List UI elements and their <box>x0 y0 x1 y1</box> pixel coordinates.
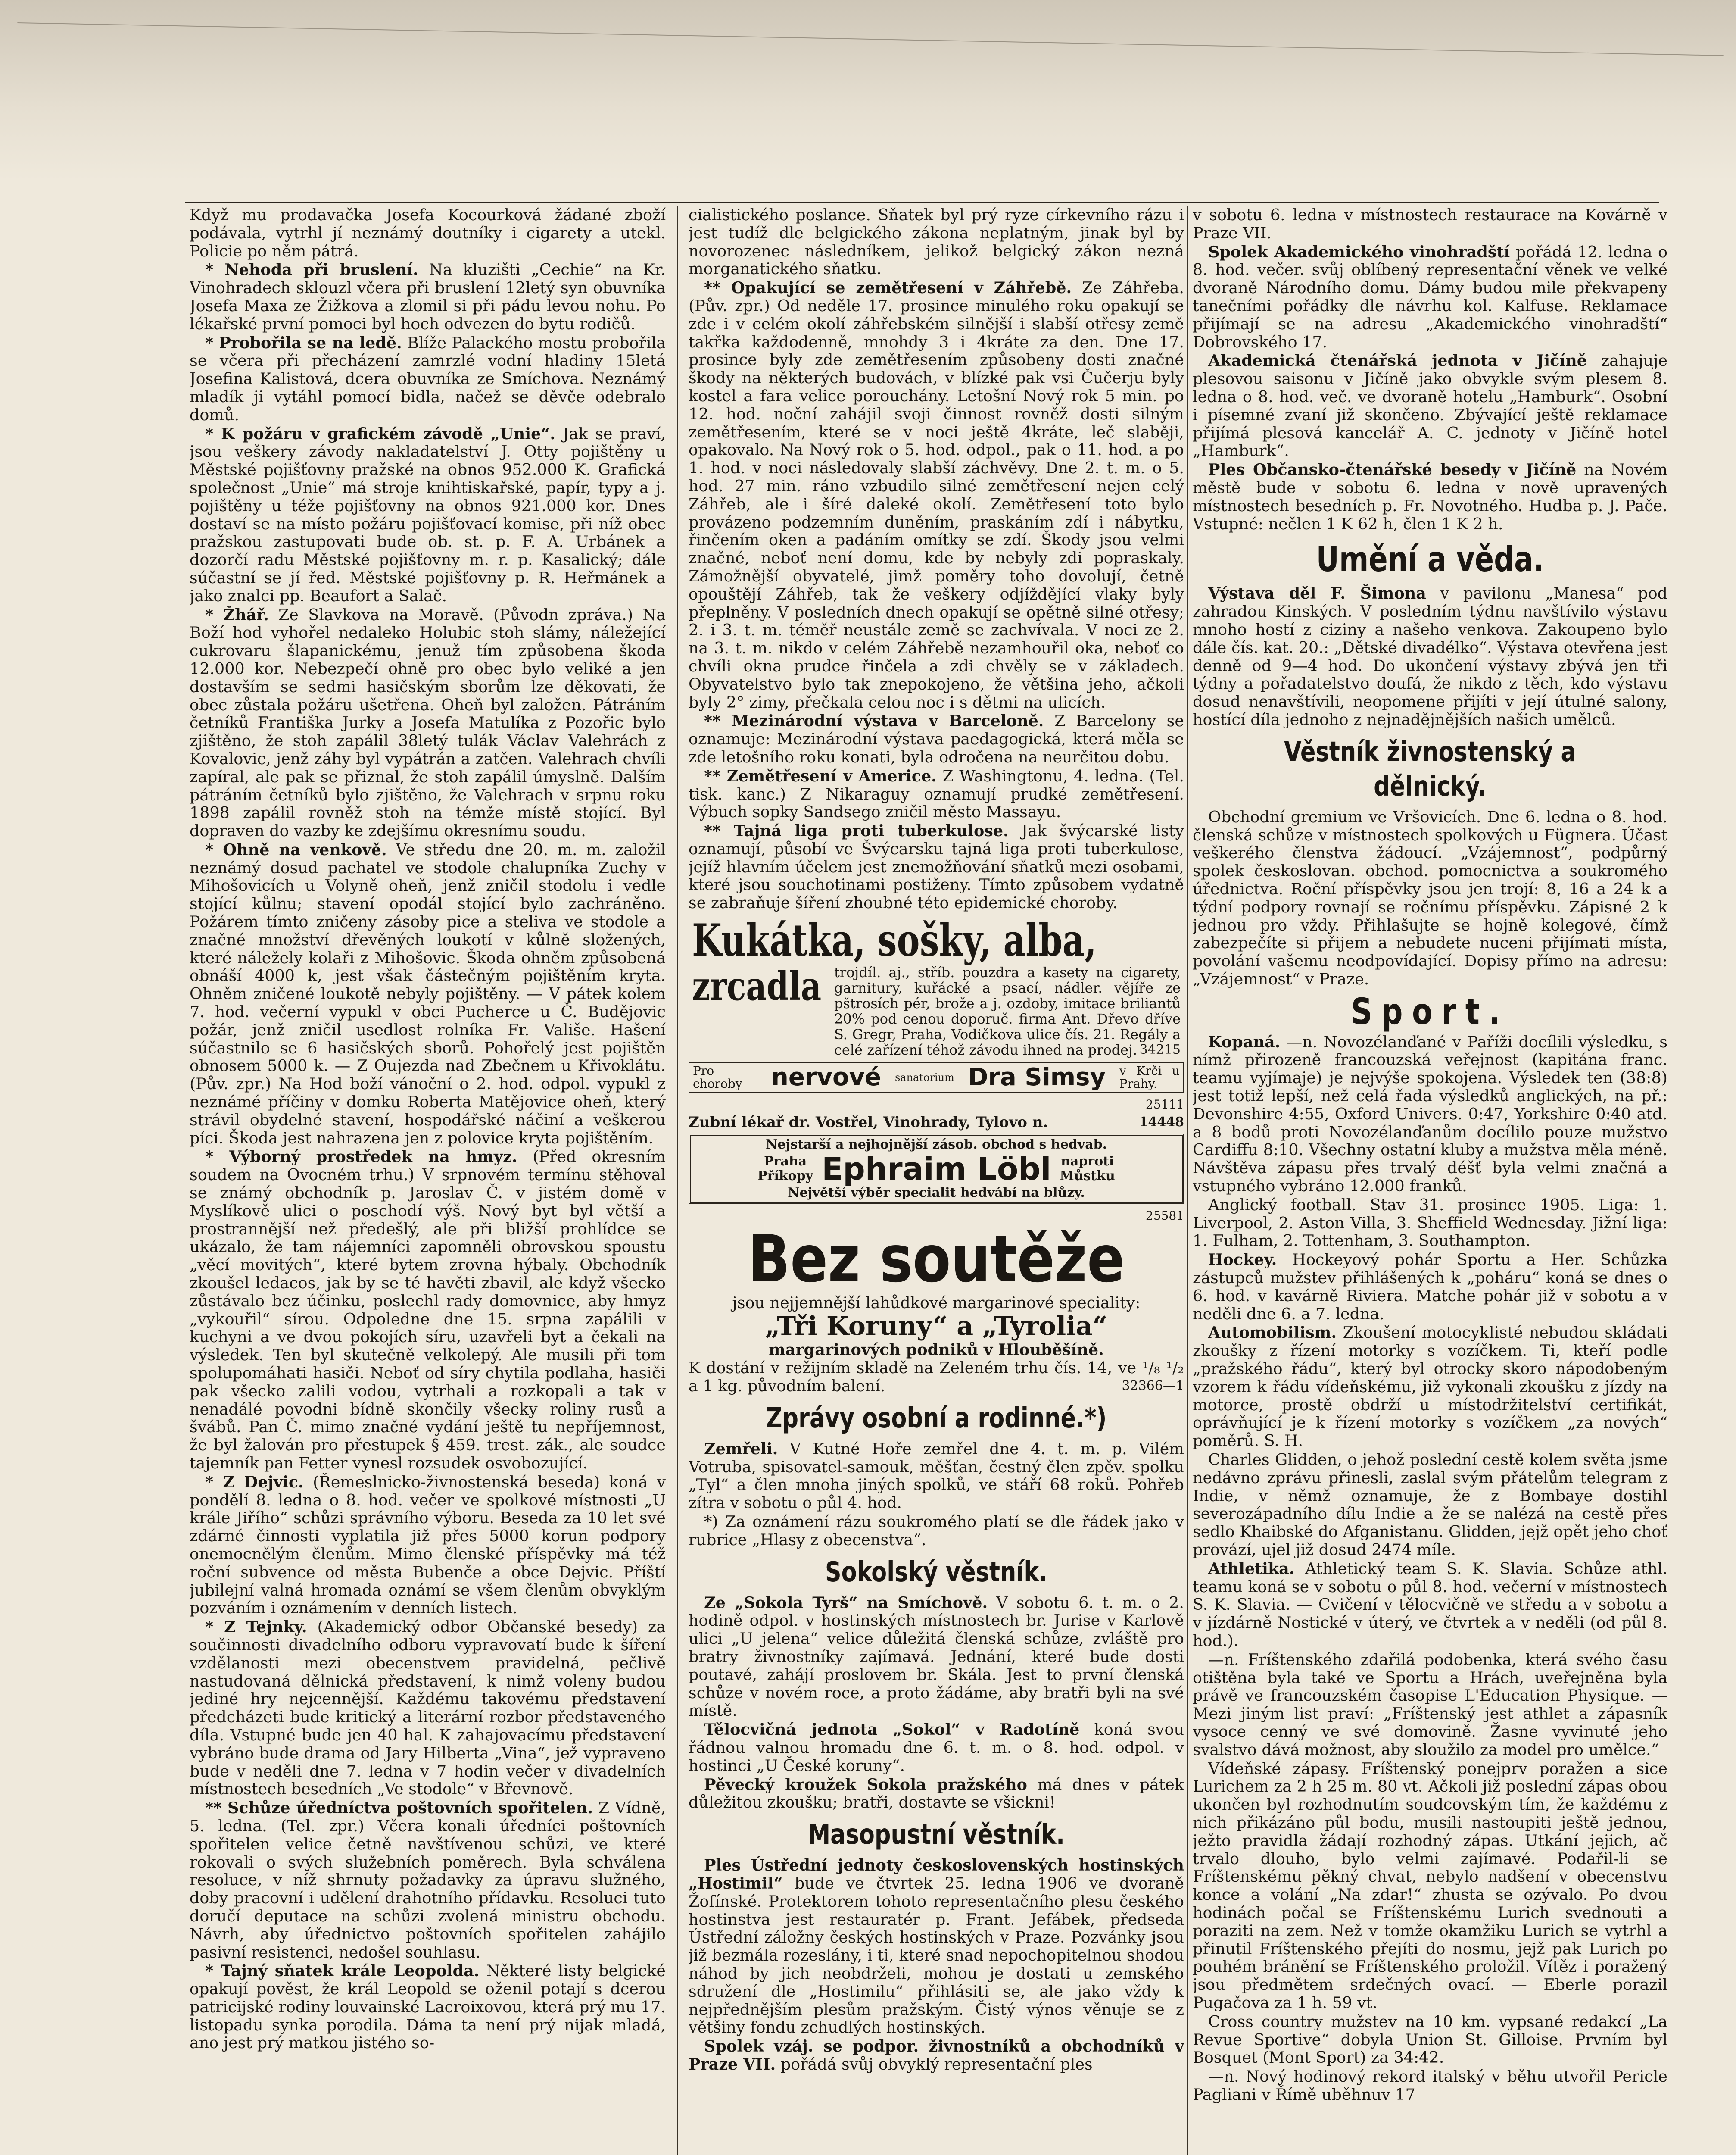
section-sport: Sport. <box>1351 990 1509 1033</box>
article-text: V Kutné Hoře zemřel dne 4. t. m. p. Vilém Votruba, spisovatel-samouk, měšťan, čestný člen zpěv. spolku „Tyl“ a člen mnoha jiných spolků, ve stáří 68 roků. Pohřeb zítra v sobotu o půl 4. hod. <box>689 1439 1184 1512</box>
article-heading: Ples Ústřední jednoty československých hostinských „Hostimil“ <box>689 1856 1184 1893</box>
ad-lobl <box>689 1134 1184 1204</box>
ad-vostrel: Zubní lékař dr. Vostřel, Vinohrady, Tylovo n. 14448 <box>689 1113 1184 1131</box>
col2-articles <box>689 206 1184 912</box>
column-2 <box>689 206 1184 2155</box>
article-text: —n. Novozélanďané v Paříži docílili výsledku, s nímž přirozeně francouzská veřejnost (kapitána franc. teamu vyjímaje) je nejvýše spokojena. Výsledek ten (38:8) jest totiž lepší, než celá řada výsledků anglických, na př.: Devonshire 4:55, Oxford Univers. 0:47, Yorkshire 0:40 atd. a 8 bodů proti Novozélanďanům docílilo pouze mužstvo Cardiffu 8:10. Všechny ostatní kluby a mužstva měla méně. Návštěva zápasu přes trvalý déšť byla velmi značná a vstupného vybráno 12.000 franků. <box>1193 1032 1667 1196</box>
article-heading: * Žhář. <box>205 605 269 624</box>
article-heading: Ples Občansko-čtenářské besedy v Jičíně <box>1208 460 1577 479</box>
ad-sims <box>689 1062 1184 1093</box>
article-text: Když mu prodavačka Josefa Kocourková žádané zboží podávala, vytrhl jí neznámý doutníky i cigarety a utekl. Policie po něm pátrá. <box>190 206 666 260</box>
article-heading: ** Tajná liga proti tuberkulose. <box>704 821 1009 840</box>
ad-bez-line2: margarinových podniků v Hlouběšíně. <box>769 1340 1104 1359</box>
article-heading: Tělocvičná jednota „Sokol“ v Radotíně <box>704 1720 1080 1739</box>
ad-number: 34215 <box>1139 1042 1181 1058</box>
ad-kukatka <box>689 915 1184 1059</box>
col3d-articles <box>1193 1033 1667 2104</box>
article-paragraph <box>190 1618 666 1798</box>
article-paragraph <box>689 2037 1184 2074</box>
article-text: Anglický football. Stav 31. prosince 1905. Liga: 1. Liverpool, 2. Aston Villa, 3. Sheffield Wednesday. Jižní liga: 1. Fulham, 2. Tottenham, 3. Southampton. <box>1193 1195 1667 1250</box>
article-text: v sobotu 6. ledna v místnostech restaurace na Kovárně v Praze VII. <box>1193 206 1667 242</box>
article-text: Zkoušení motocyklisté nebudou skládati zkoušky z řízení motorky s vozíčkem. Ti, kteří podle „pražského řádu“, který byl otrocky skoro nápodobeným vzorem k řádu vídeňskému, již vykonali zkoušku z jízdy na motorce, prostě obdrží u místodržitelství certifikát, oprávňující je k řízení motorky s vozíčkem „za nových“ poměrů. S. H. <box>1193 1323 1667 1450</box>
article-paragraph <box>689 712 1184 766</box>
article-heading: Zemřeli. <box>704 1439 778 1458</box>
article-paragraph <box>1193 808 1667 988</box>
ad-lobl-l2: Příkopy <box>757 1168 813 1184</box>
col2c-articles <box>689 1594 1184 1812</box>
article-text: zahajuje plesovou saisonu v Jičíně jako obvykle svým plesem 8. ledna o 8. hod. več. ve dvoraně hotelu „Hamburk“. Osobní i písemné zvaní již skončeno. Zbývající ještě reklamace přijímá plesová kancelář A. C. jednoty v Jičíně hotel „Hamburk“. <box>1193 351 1667 460</box>
column-separator <box>1187 206 1188 2155</box>
ad-kukatka-headline: Kukátka, sošky, alba, <box>692 915 1097 967</box>
article-heading: * K požáru v grafickém závodě „Unie“. <box>205 424 556 443</box>
article-paragraph <box>689 767 1184 821</box>
article-paragraph <box>1193 1196 1667 1250</box>
article-paragraph <box>190 1962 666 2052</box>
column-3 <box>1193 206 1667 2155</box>
article-text: (Před okresním soudem na Ovocném trhu.) V srpnovém termínu stěhoval se známý obchodník p. Jaroslav Č. v jistém domě v Myslíkově ulici o poschodí výš. Nový byt byl větší a prostrannější než předešlý, ale při bližší prohlídce se ukázalo, že tam nájemníci zapomněli obrovskou spoustu „věcí movitých“, které bytem zrovna hýbaly. Obchodník zkoušel ledacos, jak by se té havěti zbavil, ale když všecko zůstávalo bez účinku, poslechl rady domovnice, aby hmyz „vykouřil“ sírou. Odpoledne dne 15. srpna zapálili v kuchyni a ve dvou pokojích síru, uzavřeli byt a čekali na výsledek. Ten byl skutečně velkolepý. Ale musili při tom spolupomáhati hasiči. Neboť od síry chytila podlaha, hasiči pak všecko zalili vodou, vytrhali a rozkopali a tak v nenadálé povodni bídně skončily všecky roliny rusů a švábů. Pan Č. mimo značné vydání ještě tu nepříjemnost, že byl žalován pro přestupek § 459. trest. zák., ale soudce tajemník pan Fetter vynesl rozsudek osvobozující. <box>190 1147 666 1472</box>
article-heading: * Ohně na venkově. <box>205 840 387 859</box>
ad-sims-number: 25111 <box>1145 1097 1184 1112</box>
article-heading: Kopaná. <box>1208 1032 1281 1051</box>
article-paragraph <box>1193 1451 1667 1559</box>
article-paragraph <box>190 1473 666 1617</box>
article-text: Z Barcelony se oznamuje: Mezinárodní výstava paedagogická, která měla se zde letošního roku konati, byla odročena na neurčitou dobu. <box>689 712 1184 766</box>
col2d-articles <box>689 1856 1184 2074</box>
ad-bez-sub: „Tři Koruny“ a „Tyrolia“ <box>765 1311 1108 1342</box>
article-text: (Řemeslnicko-živnostenská beseda) koná v pondělí 8. ledna o 8. hod. večer ve spolkové místnosti „U krále Jiřího“ schůzi správního výboru. Beseda za 10 let své zdárné činnosti vyplatila již přes 5000 korun podpory onemocnělým členům. Mimo členské příspěvky má též roční subvence od města Bubenče a obce Dejvic. Příští jubilejní valná hromada oznámí se všem členům obvyklým pozváním i oznámením v denních listech. <box>190 1472 666 1618</box>
ad-lobl-right <box>1060 1154 1115 1184</box>
ad-kukatka-text: trojdíl. aj., stříb. pouzdra a kasety na cigarety, garnitury, kuřácké a psací, nádler. vějíře ze pštrosích pér, brože a j. ozdoby, imitace briliantů 20% pod cenou doporuč. firma Ant. Dřevo dříve S. Gregr, Praha, Vodičkova ulice čís. 21. Regály a celé zařízení téhož závodu ihned na prodej. 34215 <box>834 964 1181 1059</box>
article-paragraph <box>1193 584 1667 728</box>
article-heading: * Probořila se na ledě. <box>205 333 402 352</box>
article-paragraph <box>689 1856 1184 2036</box>
article-paragraph <box>1193 2013 1667 2067</box>
article-text: Jak se praví, jsou veškery závody nakladatelství J. Otty pojištěny u Městské pojišťovny pražské na obnos 952.000 K. Grafická společnost „Unie“ má stroje knihtiskařské, papír, typy a j. pojištěny u téže pojišťovny na obnos 921.000 kor. Dnes dostaví se na místo požáru pojišťovací komise, při níž obec pražskou zastupovati bude ob. st. p. F. A. Urbánek a dozorčí radu Městské pojišťovny m. r. p. Kasalický; dále súčastní se jí řed. Městské pojišťovny p. R. Heřmánek a jako znalci pp. Beaufort a Salač. <box>190 424 666 605</box>
article-heading: ** Zemětřesení v Americe. <box>704 766 937 785</box>
article-text: na Novém městě bude v sobotu 6. ledna v nově upravených místnostech besedních p. Fr. Novotného. Hudba p. J. Pače. Vstupné: nečlen 1 K 62 h, člen 1 K 2 h. <box>1193 460 1667 533</box>
article-text: —n. Nový hodinový rekord italský v běhu utvořil Pericle Pagliani v Římě uběhnuv 17 <box>1193 2067 1667 2104</box>
column-separator <box>677 206 678 2155</box>
article-heading: * Tajný sňatek krále Leopolda. <box>205 1961 480 1980</box>
ad-sims-name: Dra Simsy <box>968 1063 1106 1092</box>
article-heading: Akademická čtenářská jednota v Jičíně <box>1208 351 1587 370</box>
article-paragraph <box>689 1721 1184 1774</box>
col3a-articles <box>1193 206 1667 533</box>
article-text: má dnes v pátek důležitou zkoušku; bratři, dostavte se všickni! <box>689 1775 1184 1812</box>
article-text: koná svou řádnou valnou hromadu dne 6. t. m. o 8. hod. odpol. v hostinci „U České koruny“. <box>689 1720 1184 1775</box>
section-sokol: Sokolský věstník. <box>825 1556 1048 1588</box>
ad-lobl-l1: Praha <box>764 1153 807 1169</box>
ad-bez-head: Bez soutěže <box>748 1221 1125 1297</box>
article-text: Hockeyový pohár Sportu a Her. Schůzka zástupců mužstev přihlášených k „poháru“ koná se dnes o 6. hod. v kavárně Riviera. Matche pohár již v sobotu a v neděli dne 6. a 7. ledna. <box>1193 1250 1667 1323</box>
article-paragraph <box>1193 243 1667 351</box>
article-text: V sobotu 6. t. m. o 2. hodině odpol. v hostinských místnostech br. Jurise v Karlově ulici „U jelena“ velice důležitá členská schůze, zvláště pro bratry živnostníky zajímavá. Jednání, které bude dosti poutavé, zahájí proslovem br. Skála. Jest to první členská schůze v novém roce, a proto žádáme, aby bratři byli na své místě. <box>689 1593 1184 1720</box>
ad-lobl-r1: naproti <box>1061 1153 1114 1169</box>
article-text: cialistického poslance. Sňatek byl prý ryze církevního rázu i jest tudíž dle belgického zákona neplatným, jinak byl by novorozenec následníkem, jelikož belgický zákon nezná morganatického sňatku. <box>689 206 1184 278</box>
article-paragraph <box>190 261 666 333</box>
article-paragraph <box>689 279 1184 711</box>
article-text: Charles Glidden, o jehož poslední cestě kolem světa jsme nedávno zprávu přinesli, zaslal svým přátelům telegram z Indie, v němž oznamuje, že z Bombaye dostihl severozápadního dílu Indie a že se nalézá na cestě přes sedlo Khaibské do Afganistanu. Glidden, jejž opět jeho choť provází, ujel již dosud 2474 míle. <box>1193 1450 1667 1559</box>
article-paragraph <box>190 206 666 260</box>
article-heading: ** Mezinárodní výstava v Barceloně. <box>704 712 1044 731</box>
article-paragraph <box>190 425 666 605</box>
article-paragraph <box>190 841 666 1147</box>
article-text: Jak švýcarské listy oznamují, působí ve Švýcarsku tajná liga proti tuberkulose, jejíž hlavním účelem jest znemožňování sňatků mezi osobami, které jsou souchotinami postiženy. Tímto způsobem vydatně se zabraňuje šíření zhoubné této epidemické choroby. <box>689 821 1184 912</box>
article-text: Obchodní gremium ve Vršovicích. Dne 6. ledna o 8. hod. členská schůze v místnostech spolkových u Fügnera. Účast veškerého členstva žádoucí. „Vzájemnost“, podpůrný spolek českoslovan. obchod. pomocnictva a soukromého úřednictva. Roční příspěvky jsou jen trojí: 8, 16 a 24 k a týdní podpory rovnají se ročnímu příspěvku. Zápisné 2 k jednou pro vždy. Přihlašujte se hojně kolegové, čímž zabezpečíte si přijem a nebudete nuceni přijímati místa, povolání vašemu neodpovídající. Dopisy přímo na adresu: „Vzájemnost“ v Praze. <box>1193 807 1667 988</box>
article-paragraph <box>1193 1760 1667 2012</box>
article-text: Vídeňské zápasy. Fríštenský ponejprv poražen a sice Lurichem za 2 h 25 m. 80 vt. Ačkoli již poslední zápas obou ukončen byl rozhodnutím soudcovským tím, že každému z nich přikázáno půl bodu, musili nastoupiti ještě jednou, ježto pravidla žádají rozhodný zápas. Utkání jejich, ač trvalo dlouho, bylo velmi zajímavé. Podařil-li se Fríštenskému pěkný chvat, nebylo nadšení v obecenstvu konce a volání „Na zdar!“ zhusta se ozývalo. Po dvou hodinách počal se Fríštenskému Lurich svednouti a poraziti na zem. Než v tomže okamžiku Lurich se vytrhl a přinutil Fríštenského přejíti do nosmu, jejž pak Lurich po pouhém bránění se Fríštenského proložil. Vítěz i poražený jsou předmětem srdečných ovací. — Eberle porazil Pugačova za 1 h. 59 vt. <box>1193 1759 1667 2012</box>
article-text: Athletický team S. K. Slavia. Schůze athl. teamu koná se v sobotu o půl 8. hod. večerní v místnostech S. K. Slavia. — Cvičení v tělocvičně ve středu a v sobotu a v jízdárně Nostické v úterý, ve čtvrtek a v neděli (od půl 8. hod.). <box>1193 1559 1667 1650</box>
article-paragraph <box>1193 352 1667 460</box>
col1-articles <box>190 206 666 2052</box>
col3b-articles <box>1193 584 1667 728</box>
article-paragraph <box>689 822 1184 912</box>
ad-bez-soutezi <box>689 1221 1184 1396</box>
article-text: Cross country mužstev na 10 km. vypsané redakcí „La Revue Sportive“ dobyla Union St. Gilloise. Prvním byl Bosquet (Mont Sport) za 34:42. <box>1193 2012 1667 2067</box>
ad-lobl-number: 25581 <box>1145 1208 1184 1223</box>
article-paragraph <box>689 1776 1184 1812</box>
article-paragraph <box>1193 206 1667 242</box>
article-heading: Spolek Akademického vinohradští <box>1208 242 1510 261</box>
section-umeni: Umění a věda. <box>1316 539 1544 580</box>
article-paragraph <box>689 1594 1184 1720</box>
article-heading: Spolek vzáj. se podpor. živnostníků a obchodníků v Praze VII. <box>689 2037 1184 2074</box>
ad-bez-line3: K dostání v režijním skladě na Zeleném trhu čís. 14, ve ¹/₈ ¹/₂ a 1 kg. původním balení. 32366—1 <box>689 1359 1184 1396</box>
article-heading: Výstava děl F. Šimona <box>1208 584 1426 603</box>
article-paragraph <box>1193 2068 1667 2104</box>
top-rule <box>185 202 1659 203</box>
ad-number: 14448 <box>1139 1114 1184 1130</box>
article-text: Z Washingtonu, 4. ledna. (Tel. tisk. kanc.) Z Nikaraguy oznamují prudké zemětřesení. Výbuch sopky Sandsego zničil město Massayu. <box>689 766 1184 821</box>
article-paragraph <box>1193 1324 1667 1450</box>
ad-lobl-left <box>757 1154 813 1184</box>
article-heading: * Z Dejvic. <box>205 1472 304 1491</box>
ad-bez-line1: jsou nejjemnější lahůdkové margarinové speciality: <box>732 1293 1141 1312</box>
article-paragraph <box>1193 1651 1667 1759</box>
article-text: v pavilonu „Manesa“ pod zahradou Kinských. V posledním týdnu navštívilo výstavu mnoho hostí z ciziny a našeho venkova. Zakoupeno bylo dále čís. kat. 20.: „Dětské divadélko“. Výstava otevřena jest denně od 9—4 hod. Do ukončení výstavy zbývá jen tři týdny a pořadatelstvo doufá, že nikdo z těch, kdo výstavu dosud nenavštívili, neopomene přijíti v její útulné salony, hostící díla jednoho z nejnadějnějších našich umělců. <box>1193 584 1667 729</box>
article-text: pořádá 12. ledna o 8. hod. večer. svůj oblíbený representační věnek ve velké dvoraně Národního domu. Dámy budou mile překvapeny tanečními pořádky dle návrhu kol. Kalfuse. Reklamace přijímají se na adresu „Akademického vinohradští“ Dobrovského 17. <box>1193 242 1667 351</box>
section-vestnik: Věstník živnostenský a dělnický. <box>1284 736 1576 803</box>
article-paragraph <box>190 334 666 424</box>
article-paragraph <box>1193 461 1667 533</box>
article-paragraph <box>1193 1251 1667 1323</box>
article-text: *) Za oznámení rázu soukromého platí se dle řádek jako v rubrice „Hlasy z obecenstva“. <box>689 1512 1184 1549</box>
ad-lobl-bottom: Největší výběr specialit hedvábí na blůzy. <box>788 1185 1085 1200</box>
article-paragraph <box>190 1799 666 1961</box>
article-text: Ze Záhřeba. (Pův. zpr.) Od neděle 17. prosince minulého roku opakují se zde i v celém okolí záhřebském silnější i slabší otřesy země takřka každodenně, mnohdy 3 i 4kráte za den. Dne 17. prosince byly zde zemětřesením způsobeny dosti značné škody na některých budovách, v blízké pak vsi Čučerju byly kostel a fara velice porouchány. Letošní Nový rok 5 min. po 12. hod. noční zahájil svoji činnost rovněž dosti silným zemětřesením, které se v noci ještě 4kráte, leč slaběji, opakovalo. Na Nový rok o 5. hod. odpol., pak o 11. hod. a po 1. hod. v noci následovaly slabší záchvěvy. Dne 2. t. m. o 5. hod. 27 min. ráno vzbudilo silné zemětřesení nejen celý Záhřeb, ale i šíré daleké okolí. Zemětřesení toto bylo provázeno podzemním duněním, praskáním zdí i nábytku, řinčením oken a padáním omítky se zdí. Škody jsou velmi značné, neboť není domu, kde by nebyly zdi popraskaly. Zámožnější obyvatelé, jimž poměry toho dovolují, četně opouštějí Záhřeb, tak že veškery odjíždějící vlaky byly přeplněny. V posledních dnech opakují se opětně silné otřesy; 2. i 3. t. m. téměř neustále země se zachvívala. V noci ze 2. na 3. t. m. nikdo v celém Záhřebě nezamhouřil oka, neboť co chvíli okna prudce řinčela a zdi chvěly se v základech. Obyvatelstvo bylo tak znepokojeno, že většina jeho, ačkoli byly 2° zimy, přečkala celou noc i s dětmi na ulicích. <box>689 278 1184 712</box>
article-heading: Athletika. <box>1208 1559 1295 1578</box>
article-text: —n. Fríštenského zdařilá podobenka, která svého času otištěna byla také ve Sportu a Hrách, uveřejněna byla právě ve francouzském časopise L'Education Physique. — Mezi jiným list praví: „Fríštenský jest athlet a zápasník vysoce cenný ve své domovině. Žasne vyvinuté jeho svalstvo dává možnost, aby sloužilo za model pro umělce.“ <box>1193 1650 1667 1759</box>
ad-sims-mid: nervové <box>771 1063 881 1092</box>
article-paragraph <box>689 206 1184 278</box>
article-heading: Ze „Sokola Tyrš“ na Smíchově. <box>704 1593 988 1612</box>
column-1 <box>190 206 666 2155</box>
article-heading: ** Schůze úředníctva poštovních spořitelen. <box>205 1799 593 1818</box>
article-heading: * Výborný prostředek na hmyz. <box>205 1147 517 1166</box>
article-text: bude ve čtvrtek 25. ledna 1906 ve dvoraně Žofínské. Protektorem tohoto representačního plesu českého hostinstva jest restauratér p. Frant. Jefábek, předseda Ústřední záložny českých hostinských v Praze. Pozvánky jsou již bezmála rozeslány, i ti, které snad nepochopitelnou shodou náhod by jich neobdrželi, mohou je dostati u zemského sdružení dle „Hostimilu“ přihlásiti se, ale jako vždy k nejpřednějším plesům pražským. Čistý výnos věnuje se z většiny fondu zchudlých hostinských. <box>689 1874 1184 2037</box>
article-text: Z Vídně, 5. ledna. (Tel. zpr.) Včera konali úředníci poštovních spořitelen velice četně navštívenou schůzi, ve které rokovali o svých služebních poměrech. Byla schválena resoluce, v níž shrnuty požadavky za úpravu služného, doby pracovní i udělení drahotního přídavku. Resoluci tuto doručí deputace na schůzi zvolená ministru obchodu. Návrh, aby úřednictvo poštovních spořitelen zahájilo pasivní resistenci, nedošel souhlasu. <box>190 1799 666 1961</box>
article-paragraph <box>190 1148 666 1472</box>
article-text: pořádá svůj obvyklý representační ples <box>776 2055 1093 2074</box>
ad-sims-left: Pro choroby <box>693 1064 742 1091</box>
article-heading: Hockey. <box>1208 1250 1277 1269</box>
article-text: Ve středu dne 20. m. m. založil neznámý dosud pachatel ve stodole chalupníka Zuchy v Mihošovicích u Volyně oheň, jenž zničil stodolu i vedle stojící kůlnu; stavení opodál stojící bylo zachráněno. Požárem tímto zničeny zásoby pice a steliva ve stodole a značné množství dřevěných loukotí v kůlně složených, které náležely kolaři z Mihošovic. Škoda ohněm způsobená obnáší 4000 k, jest však částečným pojištěním kryta. Ohněm zničené loukotě nebyly pojištěny. — V pátek kolem 7. hod. večerní vypukl v obci Pucherce u Č. Budějovic požár, jenž zničil usedlost rolníka Fr. Vališe. Hašení súčastnilo se 6 hasičských sborů. Pohořelý jest pojištěn obnosem 5000 k. — Z Oujezda nad Zbečnem u Křivoklátu. (Pův. zpr.) Na Hod boží vánoční o 2. hod. odpol. vypukl z neznámé příčiny v domku Roberta Matějovice oheň, který strávil obydelné stavení, hospodářské náčiní a veškerou píci. Škoda jest nahrazena jen z polovice kryta pojištěním. <box>190 840 666 1147</box>
article-heading: ** Opakující se zemětřesení v Záhřebě. <box>704 278 1072 297</box>
ad-lobl-top: Nejstarší a nejhojnější zásob. obchod s hedvab. <box>765 1137 1107 1152</box>
ad-sims-sanat: sanatorium <box>894 1071 954 1084</box>
col3c-articles <box>1193 808 1667 988</box>
ad-kukatka-word: zrcadla <box>692 963 822 1010</box>
article-heading: * Nehoda při bruslení. <box>205 260 418 279</box>
article-text: (Akademický odbor Občanské besedy) za součinnosti divadelního odboru vypravovatí bude k šíření vzdělanosti mezi obecenstvem pravidelná, pečlivě nastudovaná dělnická představení, k nimž voleny budou jediné hry nejcennější. Každému takovému představení předcházeti bude kritický a literární rozbor představeného díla. Vstupné bude jen 40 hal. K zahajovacímu představení vybráno bude drama od Jary Hilberta „Vina“, jež vypraveno bude v neděli dne 7. ledna v 7 hodin večer v divadelních místnostech besedních „Ve stodole“ v Břevnově. <box>190 1618 666 1799</box>
article-heading: * Z Tejnky. <box>205 1618 307 1637</box>
article-paragraph <box>1193 1560 1667 1650</box>
article-text: Ze Slavkova na Moravě. (Původn zpráva.) Na Boží hod vyhořel nedaleko Holubic stoh slámy, náležející cukrovaru šlapanickému, jenuž tím způsobena škoda 12.000 kor. Nebezpečí ohně pro obec bylo veliké a jen dostavším se sedmi hasičským sborům lze děkovati, že obec zůstala požáru ušetřena. Oheň byl založen. Pátráním četníků Františka Jurky a Josefa Matulíka z Pozořic bylo zjištěno, že stoh zapálil 38letý tulák Václav Valehrách z Kovalovic, jenž záhy byl vypátrán a zatčen. Valehrach chvíli zapíral, ale pak se přiznal, že stoh zapálil úmyslně. Dalším pátráním četníků bylo zjištěno, že Valehrach v srpnu roku 1898 zapálil rovněž stoh na témže místě stojící. Byl dopraven do vazby ke zdejšímu okresnímu soudu. <box>190 605 666 840</box>
article-paragraph <box>689 1513 1184 1549</box>
ad-lobl-name: Ephraim Löbl <box>822 1150 1051 1187</box>
article-paragraph <box>689 1440 1184 1512</box>
section-masopust: Masopustní věstník. <box>807 1819 1065 1851</box>
ad-sims-right: v Krči u Prahy. <box>1119 1064 1180 1091</box>
ad-lobl-r2: Můstku <box>1060 1168 1115 1184</box>
section-zpravy: Zprávy osobní a rodinné.*) <box>766 1402 1107 1434</box>
ad-number: 32366—1 <box>1122 1378 1184 1394</box>
article-heading: Pěvecký kroužek Sokola pražského <box>704 1775 1027 1794</box>
article-text: Některé listy belgické opakují pověst, že král Leopold se oženil potají s dcerou patricijské rodiny louvainské Lacroixovou, která prý mu 17. listopadu synka porodila. Dáma ta není prý nijak mladá, ano jest prý matkou jistého so- <box>190 1961 666 2052</box>
article-paragraph <box>190 606 666 840</box>
article-paragraph <box>1193 1033 1667 1195</box>
article-heading: Automobilism. <box>1208 1323 1337 1342</box>
col2b-articles <box>689 1440 1184 1549</box>
article-text: Blíže Palackého mostu probořila se včera při přecházení zamrzlé vodní hladiny 15letá Josefina Kalistová, dcera obuvníka ze Smíchova. Neznámý mladík ji vytáhl pomocí bidla, načež se děvče odebralo domů. <box>190 333 666 424</box>
article-text: Na kluzišti „Cechie“ na Kr. Vinohradech sklouzl včera při bruslení 12letý syn obuvníka Josefa Maxa ze Žižkova a zlomil si při pádu levou nohu. Po lékařské první pomoci byl hoch odvezen do bytu rodičů. <box>190 260 666 333</box>
